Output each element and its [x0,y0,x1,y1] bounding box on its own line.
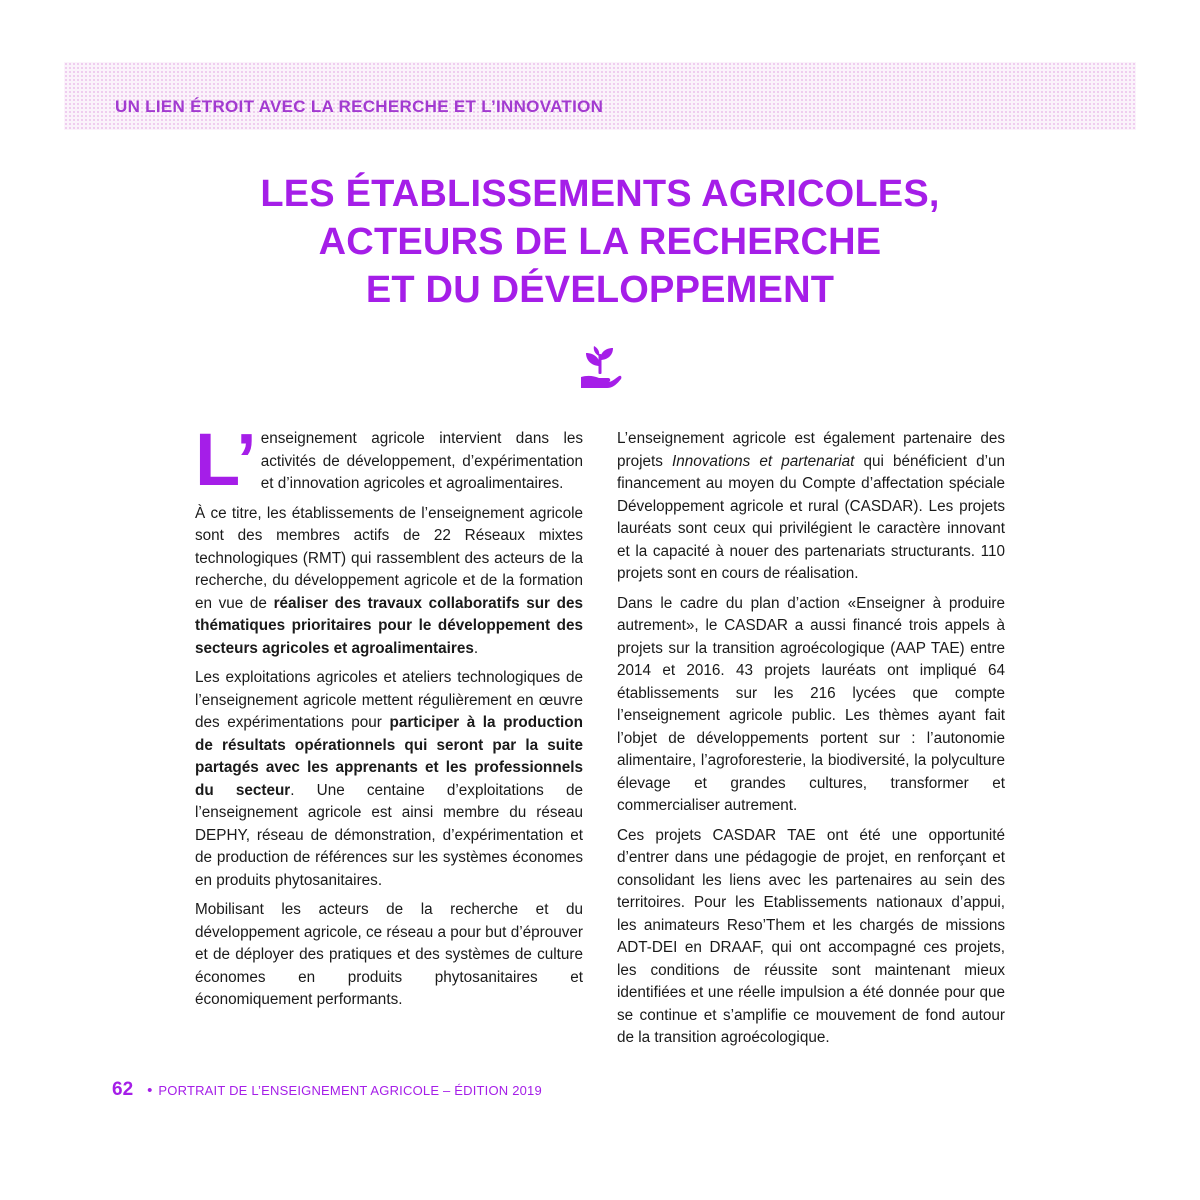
paragraph: Ces projets CASDAR TAE ont été une opportunité d’entrer dans une pédagogie de projet, en renforçant et consolidant les liens avec les partenaires au sein des territoires. Pour les Etablissements nationaux d’appui, les animateurs Reso’Them et les chargés de missions ADT-DEI en DRAAF, qui ont accompagné ces projets, les conditions de réussite sont maintenant mieux identifiées et une réelle impulsion a été donnée pour que se continue et s’amplifie ce mouvement de fond autour de la transition agroécologique. [617,826,1005,1046]
paragraph [195,503,583,661]
paragraph-italic: Innovations et partenariat [672,452,855,470]
title-line-1: LES ÉTABLISSEMENTS AGRICOLES, [260,173,940,215]
paragraph-text: enseignement agricole intervient dans les activités de développement, d’expérimentation et d’innovation agricoles et agroalimentaires. [260,430,583,492]
paragraph-text: . [473,639,479,657]
paragraph-emphasis: réaliser des travaux collaboratifs sur des thématiques prioritaires pour le développement des secteurs agricoles et agroalimentaires [195,594,583,657]
publication-title: PORTRAIT DE L’ENSEIGNEMENT AGRICOLE – ÉDITION 2019 [158,1083,542,1098]
page-title [150,170,1050,314]
paragraph [195,418,583,501]
title-line-2: ACTEURS DE LA RECHERCHE [318,221,882,263]
section-label: UN LIEN ÉTROIT AVEC LA RECHERCHE ET L’INNOVATION [115,97,604,116]
paragraph-text: À ce titre, les établissements de l’enseignement agricole sont des membres actifs de 22 Réseaux mixtes technologiques (RMT) qui rassemblent des acteurs de la recherche, du développement agricole et de la formation en vue de [195,504,583,612]
header-band [64,62,1136,130]
paragraph-text: . Une centaine d’exploitations de l’enseignement agricole est ainsi membre du réseau DEPHY, réseau de démonstration, d’expérimentation et de production de références sur les systèmes économes en produits phytosanitaires. [195,781,583,889]
drop-cap: L’ [195,418,257,501]
paragraph [617,428,1005,586]
left-column [195,418,583,1019]
paragraph [195,667,583,892]
title-line-3: ET DU DÉVELOPPEMENT [365,269,835,311]
right-column [617,428,1005,1057]
footer-bullet: • [147,1082,153,1099]
paragraph-text: qui bénéficient d’un financement au moyen du Compte d’affectation spéciale Développement agricole et rural (CASDAR). Les projets lauréats sont ceux qui privilégient le caractère innovant et la capacité à nouer des partenariats structurants. 110 projets sont en cours de réalisation. [617,452,1005,582]
page-footer [112,1079,542,1101]
paragraph: Mobilisant les acteurs de la recherche et du développement agricole, ce réseau a pour but d’éprouver et de déployer des pratiques et des systèmes de culture économes en produits phytosanitaires et économiquement performants. [195,901,583,1008]
plant-in-hand-icon [578,344,622,392]
page-number: 62 [112,1079,134,1100]
paragraph-emphasis: participer à la production de résultats opérationnels qui seront par la suite partagés avec les apprenants et les professionnels du secteur [195,714,583,799]
paragraph-text: L’enseignement agricole est également partenaire des projets [617,430,1005,470]
paragraph: Dans le cadre du plan d’action «Enseigner à produire autrement», le CASDAR a aussi financé trois appels à projets sur la transition agroécologique (AAP TAE) entre 2014 et 2016. 43 projets lauréats ont impliqué 64 établissements sur les 216 lycées que compte l’enseignement agricole public. Les thèmes ayant fait l’objet de développements portent sur : l’autonomie alimentaire, l’agroforesterie, la biodiversité, la polyculture élevage et grandes cultures, transformer et commercialiser autrement. [617,594,1005,814]
paragraph-text: Les exploitations agricoles et ateliers technologiques de l’enseignement agricole mettent régulièrement en œuvre des expérimentations pour [195,669,583,731]
